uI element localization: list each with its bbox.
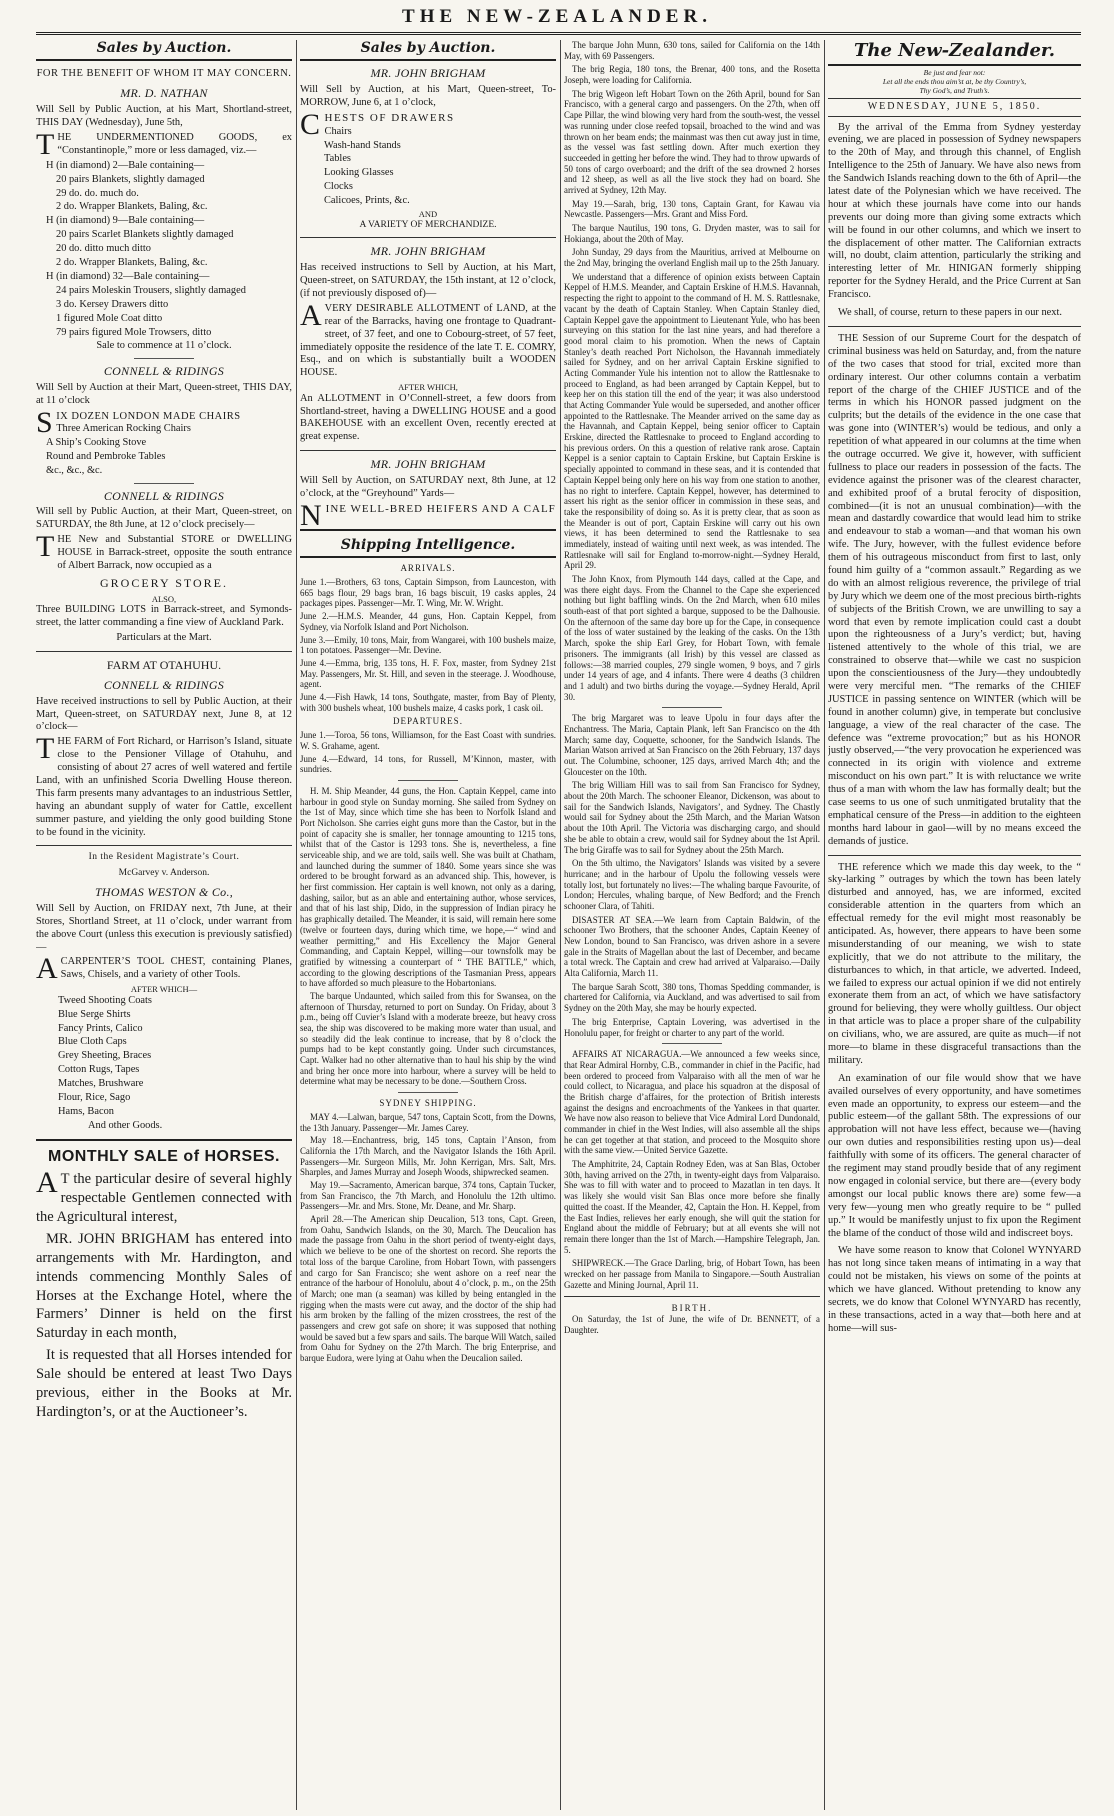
news-para: May 19.—Sacramento, American barque, 374 tons, Captain Tucker, from San Francisco, the 7th March, and Honolulu the 12th ultimo. Passengers—Mr. and Mrs. Stone, Mr. Deane, and Mr. Sharp. [300, 1180, 556, 1212]
editorial-para: THE reference which we made this day week, to the “ sky-larking ” outrages by which the town has been lately disturbed and annoyed, has, we are informed, excited considerable attention in the quarters from which an effectual remedy for the evil might most reasonably be anticipated. As, however, there appears to have been some misunderstanding of our meaning, we wish to state explicitly, that we do not attribute to the military, the disturbances to which, in that article, we adverted. Indeed, we failed to express our actual opinion if we did not entirely exonerate them from an act, of which we have satisfactory ground for believing, they were wholly guiltless. Our object in that article was to place a proper share of the culpability on civilians, who, we are assured, are quite as much—if not more—to blame in these disgraceful transactions than the military. [828, 861, 1081, 1066]
divider [398, 780, 458, 781]
auction-intro: Will Sell by Auction, on SATURDAY next, 8th June, at 12 o’clock, at the “Greyhound” Yards— [300, 475, 556, 500]
auctioneer-name: CONNELL & RIDINGS [103, 364, 225, 379]
auction-intro: Will sell by Public Auction, at their Mart, Queen-street, on SATURDAY, the 8th June, at 12 o’clock precisely— [36, 506, 292, 531]
birth-notice: On Saturday, the 1st of June, the wife of Dr. BENNETT, of a Daughter. [564, 1314, 820, 1335]
auctioneer-name: MR. JOHN BRIGHAM [370, 66, 486, 81]
birth-heading: BIRTH. [671, 1303, 713, 1314]
editorial-title: The New-Zealander. [828, 40, 1081, 66]
arrival-entry: June 1.—Brothers, 63 tons, Captain Simpson, from Launceston, with 665 bags flour, 29 bags bran, 16 bags biscuit, 19 casks apples, 24 packages pipes. Passenger—Mr. T. Wing, Mr. W. Wright. [300, 577, 556, 609]
departure-entry: June 1.—Toroa, 56 tons, Williamson, for the East Coast with sundries. W. S. Grahame, agent. [300, 730, 556, 751]
farm-description: THE FARM of Fort Richard, or Harrison’s Island, situate close to the Pensioner Village of Otahuhu, and consisting of about 27 acres of well watered and fertile Land, with an unfinished Scoria Dwelling House thereon. This farm presents many advantages to an industrious Settler, having an abundant supply of water for Cattle, excellent summer pasture, and yielding the only good building Stone to be found in the vicinity. [36, 732, 292, 838]
sale-time: Sale to commence at 11 o’clock. [96, 340, 232, 352]
list-item: &c., &c., &c. [46, 464, 103, 476]
auctioneer-name: CONNELL & RIDINGS [103, 488, 225, 503]
list-item: Wash-hand Stands [324, 139, 401, 151]
farm-heading: FARM AT OTAHUHU. [106, 657, 222, 672]
list-item: Three American Rocking Chairs [56, 422, 191, 434]
news-para: MAY 4.—Lalwan, barque, 547 tons, Captain Scott, from the Downs, the 13th January. Passenger—Mr. James Carey. [300, 1111, 556, 1133]
variety-label: A VARIETY OF MERCHANDIZE. [359, 219, 497, 230]
editorial-para: We shall, of course, return to these papers in our next. [838, 307, 1062, 319]
news-para: H. M. Ship Meander, 44 guns, the Hon. Captain Keppel, came into harbour in good style on Sunday morning. She sailed from Sydney on the 1st of May, since which time she has been to Norfolk Island and Port Nicholson. She carries eight guns more than the Castor, but in the point of capacity she is smaller, her tonnage amounting to 1215 tons, whilst that of the Castor is 1293 tons. She is, nevertheless, a fine serviceable ship, and we are told, sails well. She was built at Chatham, and launched during the summer of 1840. Some years since she was ordered to be brought forward as an advanced ship. This, however, is her first commission. Her captain is well known, not only as a daring, dashing, sailor, but as an able and entertaining author, whose services, and that of his last ship, Dido, in the suppression of Indian piracy he has graphically detailed. The Meander, it is said, will remain here some (twelve or fourteen days, during which time, we hope,—“ wind and weather permitting,” and His Excellency the Major General Commanding, and Captain Keppel, willing—our townsfolk may be gratified by witnessing a counterpart of “ THE BATTLE,” which, according to the glowing descriptions of the Tasmanian Press, appears to have afforded so much pleasure to the Hobartonians. [300, 785, 556, 989]
column-divider [560, 40, 561, 1810]
section-title: Sales by Auction. [300, 40, 556, 61]
editorial-para: An examination of our file would show that we have availed ourselves of every opportunity, and have sometimes even made an opportunity, to express our esteem—and the public esteem—of the gallant 58th. The expressions of our approbation will not have less effect, because we—(having our own duties and responsibilities resting upon us)—deal faithfully with some of its officers. The general character of the regiment may stand proudly beside that of any regiment now engaged in colonial service, but there are—(every body amongst our local public knows there are) some few—a very few—young men who greatly require to be “ pulled up.” It would be manifestly unjust to fix upon the Regiment the blame of the conduct of those wild and indiscreet boys. [828, 1072, 1081, 1239]
auction-body: THE New and Substantial STORE or DWELLING HOUSE in Barrack-street, opposite the south entrance of Albert Barrack, now occupied as a [36, 530, 292, 571]
also-label: ALSO, [151, 593, 177, 604]
list-item: Cotton Rugs, Tapes [58, 1064, 140, 1076]
news-para: SHIPWRECK.—The Grace Darling, brig, of Hobart Town, has been wrecked on her passage from Manila to Singapore.—South Australian Gazette and Mining Journal, April 11. [564, 1258, 820, 1290]
auction-lead: NINE WELL-BRED HEIFERS AND A CALF [300, 498, 556, 532]
news-para: The brig Wigeon left Hobart Town on the 26th April, bound for San Francisco, with a general cargo and passengers. On the 27th, when off Cape Pillar, the wind blowing very hard from the south-west, the vessel was running under close reefed topsail, broached to the wind and was thrown on her beam ends; the mainmast was then cut away just in time, as the vessel was fast settling down. After much exertion they succeeded in getting her before the wind. They had to throw upwards of 50 tons of cargo overboard; and the drift of the sea drowned 2 horses and 12 sheep, as well as all the live stock they had on board. She arrived at Sydney, 12th May. [564, 88, 820, 195]
auction-intro: Has received instructions to Sell by Auction, at his Mart, Queen-street, on SATURDAY, the 15th instant, at 12 o’clock, (if not previously disposed of)— [300, 262, 556, 299]
list-item: A Ship’s Cooking Stove [46, 436, 147, 448]
column-divider [824, 40, 825, 1810]
court-heading: In the Resident Magistrate’s Court. [88, 852, 240, 863]
list-item: Tables [324, 153, 351, 165]
list-item: Flour, Rice, Sago [58, 1091, 131, 1103]
auction-lead: THE UNDERMENTIONED GOODS, ex “Constantinople,” more or less damaged, viz.— [36, 128, 292, 162]
news-para: On the 5th ultimo, the Navigators’ Islands was visited by a severe hurricane; and in the harbour of Upolu the following vessels were totally lost, but fortunately no lives:—The whaling barque Favourite, of London; Hercules, whaling barque, of New Bedford; and the French schooner Clara, of Tahiti. [564, 858, 820, 911]
list-item: Grey Sheeting, Braces [58, 1050, 152, 1062]
horses-para: MR. JOHN BRIGHAM has entered into arrangements with Mr. Hardington, and intends commencing Monthly Sales of Horses at the Exchange Hotel, where the Farmers’ Dinner is held on the first Saturday in each month, [36, 1231, 292, 1342]
news-para: The brig Regia, 180 tons, the Brenar, 400 tons, and the Rosetta Joseph, were loading for California. [564, 64, 820, 86]
auctioneer-name: MR. D. NATHAN [120, 86, 208, 101]
list-item: 20 do. ditto much ditto [56, 243, 151, 255]
goods-list [36, 995, 292, 1133]
court-case: McGarvey v. Anderson. [118, 868, 210, 879]
list-item: Looking Glasses [324, 167, 394, 179]
divider [828, 326, 1081, 327]
news-para: The Amphitrite, 24, Captain Rodney Eden, was at San Blas, October 30th, having arrived on the 27th, in twenty-eight days from Valparaiso. She was to fill with water and to proceed to Mazatlan in ten days. It was likely she would visit San Blas once more before she finally quitted the coast. If the Meander, 42, Captain the Hon. H. Keppel, from the East Indies, relieves her early enough, she will quit the station for England about the middle of February; but at all events she will not remain there longer than the 1st of March.—Hampshire Telegraph, Jan. 5. [564, 1159, 820, 1255]
auction-body: AVERY DESIRABLE ALLOTMENT of LAND, at the rear of the Barracks, having one frontage to Quadrant-street, of 37 feet, and one to Cobourg-street, of 57 feet, immediately opposite the residence of the late T. E. COMRY, Esq., and on which is substantially built a WOODEN HOUSE. [300, 298, 556, 379]
list-item: 79 pairs figured Mole Trowsers, ditto [56, 326, 212, 338]
list-item: 3 do. Kersey Drawers ditto [56, 298, 169, 310]
goods-list [36, 160, 292, 340]
news-para: May 19.—Sarah, brig, 130 tons, Captain Grant, for Kawau via Newcastle. Passengers—Mrs. Grant and Miss Ford. [564, 198, 820, 220]
divider [134, 358, 194, 359]
list-item: Calicoes, Prints, &c. [324, 195, 410, 207]
news-para: May 18.—Enchantress, brig, 145 tons, Captain l’Anson, from California the 17th March, and the Navigator Islands the 16th April. Passengers—Mr. Surgeon Mills, Mr. John Kerrigan, Mrs. Salt, Mrs. Sharples, and James Murray and Joseph Woods, shipwrecked seamen. [300, 1135, 556, 1178]
list-item: Round and Pembroke Tables [46, 450, 166, 462]
news-para: The brig William Hill was to sail from San Francisco for Sydney, about the 20th March. The schooner Eleanor, Dickenson, was about to sail for the Sandwich Islands, Navigators’, and Sydney. The Chastly would sail for Sydney about the 25th March, and the Marian Watson about the 10th April. The Victoria was discharging cargo, and should she be able to obtain a crew, would sail for Sydney about the 1st April. The brig Giraffe was to sail for Sydney about the 25th March. [564, 780, 820, 855]
list-item: Hams, Bacon [58, 1105, 114, 1117]
auction-intro: Have received instructions to sell by Public Auction, at their Mart, Queen-street, on SATURDAY next, June 8, at 12 o’clock— [36, 695, 292, 733]
notice-heading: FOR THE BENEFIT OF WHOM IT MAY CONCERN. [36, 68, 292, 80]
departure-entry: June 4.—Edward, 14 tons, for Russell, M’Kinnon, master, with sundries. [300, 753, 556, 775]
list-item: 2 do. Wrapper Blankets, Baling, &c. [56, 201, 208, 213]
divider [398, 1092, 458, 1093]
column-1 [36, 40, 292, 1810]
news-para: AFFAIRS AT NICARAGUA.—We announced a few weeks since, that Rear Admiral Hornby, C.B., commander in chief in the Pacific, had been ordered to proceed from Valparaiso with all the men of war he could collect, to Nicaragua, and place his squadron at the disposal of the British charge d’affaires, for the protection of British interests against the designs and encroachments of the Yankees in that quarter. We have now also reason to believe that Vice Admiral Lord Dundonald, commander in chief in the West Indies, will also assemble all the ships he can get together at that station, and proceed to the Mosquito shore with the same view.—United Service Gazette. [564, 1049, 820, 1156]
list-item: 1 figured Mole Coat ditto [56, 312, 163, 324]
divider [300, 237, 556, 238]
horses-para: AT the particular desire of several highly respectable Gentlemen connected with the Agricultural interest, [36, 1166, 292, 1226]
auction-intro: Will Sell by Auction, at his Mart, Queen-street, To-MORROW, June 6, at 1 o’clock, [300, 84, 556, 109]
editorial-para: By the arrival of the Emma from Sydney yesterday evening, we are placed in possession of Sydney newspapers to the 20th of May, and through this channel, of English Intelligence to the 25th of January. We have also news from the Sandwich Islands reaching down to the 6th of April—the latest date of the Polynesian which we have received. The hour at which these journals have come into our hands prevents our doing more than giving some extracts which will be found in our other columns, and which we insert to the displacement of other matter. The Californian extracts will, no doubt, claim attention, particularly the striking and interesting letter of Mr. HINIGAN formerly shipping reporter for the Sydney Herald, and the Price Current at San Francisco. [828, 121, 1081, 301]
news-para: John Sunday, 29 days from the Mauritius, arrived at Melbourne on the 2nd May, bringing the overland English mail up to the 25th January. [564, 247, 820, 269]
departures-heading: DEPARTURES. [393, 716, 463, 727]
news-para: The brig Enterprise, Captain Lovering, was advertised in the Honolulu paper, for freight or charter to any part of the world. [564, 1016, 820, 1038]
horses-notice [36, 1166, 292, 1421]
auctioneer-name: MR. JOHN BRIGHAM [370, 457, 486, 472]
news-para: DISASTER AT SEA.—We learn from Captain Baldwin, of the schooner Two Brothers, that the schooner Andes, Captain Keeney of New London, bound to San Francisco, was driven ashore in a severe gale in the Straits of Magellan about the last of December, and became a total wreck. The Captain and crew had arrived at Valparaiso.—Daily Alta California, March 11. [564, 914, 820, 979]
sydney-shipping-heading: SYDNEY SHIPPING. [379, 1098, 477, 1109]
list-item: Fancy Prints, Calico [58, 1022, 143, 1034]
horses-heading: MONTHLY SALE of HORSES. [48, 1147, 280, 1165]
shipping-news [300, 563, 556, 1363]
list-item: Matches, Brushware [58, 1078, 144, 1090]
list-item: 20 pairs Blankets, slightly damaged [56, 173, 205, 185]
auction-intro: Will Sell by Public Auction, at his Mart, Shortland-street, THIS DAY (Wednesday), June 5th, [36, 104, 292, 129]
auctioneer-name: MR. JOHN BRIGHAM [370, 244, 486, 259]
auction-body: An ALLOTMENT in O’Connell-street, a few doors from Shortland-street, having a DWELLING HOUSE and a good BAKEHOUSE with an excellent Oven, recently erected at great expense. [300, 392, 556, 443]
news-para: The barque John Munn, 630 tons, sailed for California on the 14th May, with 69 Passengers. [564, 40, 820, 61]
after-which-label: AFTER WHICH, [398, 382, 458, 393]
auctioneer-name: THOMAS WESTON & Co., [94, 885, 234, 899]
store-heading: GROCERY STORE. [99, 575, 229, 590]
masthead-rule [36, 32, 1081, 35]
and-label: AND [418, 208, 438, 219]
divider [662, 1043, 722, 1044]
divider [36, 845, 292, 846]
auction-lots: Three BUILDING LOTS in Barrack-street, and Symonds-street, the latter commanding a fine view of Auckland Park. [36, 604, 292, 629]
arrival-entry: June 2.—H.M.S. Meander, 44 guns, Hon. Captain Keppel, from Sydney, via Norfolk Island and Port Nicholson. [300, 611, 556, 632]
list-item: H (in diamond) 2—Bale containing— [46, 159, 205, 171]
particulars: Particulars at the Mart. [116, 632, 212, 644]
list-item: H (in diamond) 9—Bale containing— [46, 215, 205, 227]
divider [828, 855, 1081, 856]
news-para: The barque Sarah Scott, 380 tons, Thomas Spedding commander, is chartered for California, via Auckland, and was advertised to sail from Sydney on the 20th May, she may be hourly expected. [564, 981, 820, 1014]
list-item: 20 pairs Scarlet Blankets slightly damaged [56, 229, 234, 241]
horses-para: It is requested that all Horses intended for Sale should be entered at least Two Days previous, either in the Books at Mr. Hardington’s, or at the Auctioneer’s. [36, 1347, 292, 1420]
divider [300, 529, 556, 531]
arrivals-heading: ARRIVALS. [400, 563, 456, 574]
arrival-entry: June 4.—Fish Hawk, 14 tons, Southgate, master, from Bay of Plenty, with 300 bushels wheat, 100 bushels maize, 4 casks pork, 1 cask oil. [300, 691, 556, 713]
list-item: Chairs [324, 125, 352, 137]
column-3 [564, 40, 820, 1810]
auction-intro: Will Sell by Auction, on FRIDAY next, 7th June, at their Stores, Shortland Street, at 11 o’clock, under warrant from the above Court (unless this execution is previously satisfied)— [36, 902, 292, 953]
news-para: The brig Margaret was to leave Upolu in four days after the Enchantress. The Maria, Captain Plank, left San Francisco on the 4th March; same day, Coquette, schooner, for the Sandwich Islands. The Marian Watson arrived at San Francisco on the 26th February, 137 days out. The Columbine, schooner, 125 days, arrived March 4th; and the Gloucester on the 10th. [564, 713, 820, 777]
list-item: 29 do. do. much do. [56, 187, 139, 199]
news-para: April 28.—The American ship Deucalion, 513 tons, Capt. Green, from Oahu, Sandwich Islands, on the 30, March. The Deucalion has made the passage from Oahu in the short period of twenty-eight days, which we believe to be one of the shortest on record. She reports the total loss of the barque Caroline, from Hobart Town, with passengers and cargo for San Francisco; she went ashore on a reef near the entrance of the harbour of Honolulu, about 4 o’clock, p. m., on the 25th of March; one man (a seaman) was killed by being entangled in the rigging when the masts were cut away, and the doctor of the ship had his arm broken by the falling of the mizen crosstrees, the rest of the passengers and crew got safe on shore; it was supposed that nothing would be saved but a few spars and sails. The barque Will Watch, sailed from Oahu for Sydney on the 27th March. The brig Enterprise, and barque Eudora, were lying at Oahu when the Deucalion sailed. [300, 1214, 556, 1364]
auction-lead: SIX DOZEN LONDON MADE CHAIRS [36, 405, 241, 439]
section-title: Sales by Auction. [36, 40, 292, 61]
list-item: Clocks [324, 181, 353, 193]
divider [564, 1296, 820, 1297]
news-para: The John Knox, from Plymouth 144 days, called at the Cape, and was there eight days. From the Channel to the Cape she experienced nothing but light baffling winds. On the 2nd March, when 610 miles south-east of that port sighted a barque, supposed to be the Dalhousie. On the afternoon of the same day bore up for the Cape, in consequence of the loss of water sustained by the leaking of the casks. On the 13th March, spoke the ship Earl Grey, for Hobart Town, with female prisoners. The immigrants (all Irish) by this vessel are classed as follows:—38 married couples, 279 single women, 9 boys, and 7 girls under 14 years of age, and 4 infants. There were 4 deaths (3 children and 1 adult) and two births during the voyage.—Sydney Herald, April 30. [564, 574, 820, 702]
list-item: H (in diamond) 32—Bale containing— [46, 270, 210, 282]
issue-date: WEDNESDAY, JUNE 5, 1850. [828, 98, 1081, 116]
auction-intro: Will Sell by Auction at their Mart, Queen-street, THIS DAY, at 11 o’clock [36, 382, 292, 407]
shipping-title: Shipping Intelligence. [300, 537, 556, 558]
column-divider [296, 40, 297, 1810]
newspaper-masthead: THE NEW-ZEALANDER. [402, 6, 712, 27]
arrival-entry: June 4.—Emma, brig, 135 tons, H. F. Fox, master, from Sydney 21st May. Passengers, Mr. St. Hill, and seven in the steerage. J. Woodhouse, agent. [300, 657, 556, 690]
list-item: And other Goods. [88, 1119, 163, 1131]
news-para: The barque Nautilus, 190 tons, G. Dryden master, was to sail for Hokianga, about the 20th of May. [564, 223, 820, 244]
editorial-para: THE Session of our Supreme Court for the despatch of criminal business was held on Saturday, and, from the nature of the two cases that stood for trial, excited more than ordinary interest. Our other columns contain a verbatim report of the charge of the CHIEF JUSTICE and of the terms in which his HONOR passed judgment on the culprits; but the details of the evidence in the one case that was gone into (WINTER’s) would be tedious, and only a repetition of what appeared in our columns at the time when the outrage occurred. We give it, however, with sufficient fullness to place our readers in possession of the facts. The evidence against the prisoner was of the clearest character, and exhibited proof of a brutal ferocity of disposition, combined—(it is not an unusual combination)—with the mean and dastardly cowardice that would lead him to strike and endeavour to stab a woman—and that woman his own wife. The Jury, however, with the fullest evidence before them of his outrageous misconduct from first to last, only found him guilty of a “common assault.” Regarding as we do with an almost religious reverence, the privilege of trial by Jury which we deem one of the most precious birth-rights of subjects of the British Crown, we are unwilling to say a word that even by remote implication could cast a doubt upon the righteousness of a Jury’s verdict; but, having listened attentively to the whole of this trial, we are constrained to observe that—while we cast no suspicion upon the conscientiousness of the Jury—they undoubtedly were very merciful men. “The remarks of the CHIEF JUSTICE in passing sentence on WINTER (which will be found in another column) give, in temperate but conclusive language, a view of the real character of the case. The defence was “extreme provocation;” but as his HONOR justly observed,—“the very provocation he experienced was connected in its origin with violence and extreme misconduct on his own part.” It is with reluctance we write thus of a man with whom the law has formally dealt; but the case seems to us one of such unmitigated brutality that the emphatical censure of the Press—in addition to the eighteen months hard labour in gaol—will by no means exceed the demands of justice. [828, 332, 1081, 847]
divider [300, 450, 556, 451]
list-item: Blue Cloth Caps [58, 1036, 127, 1048]
arrival-entry: June 3.—Emily, 10 tons, Mair, from Wangarei, with 100 bushels maize, 1 ton potatoes. Passenger—Mr. Devine. [300, 634, 556, 656]
divider [36, 651, 292, 652]
list-item: Tweed Shooting Coats [58, 994, 152, 1006]
goods-list [36, 423, 292, 478]
divider [36, 1139, 292, 1141]
news-para: We understand that a difference of opinion exists between Captain Keppel of H.M.S. Meander, and Captain Erskine of H.M.S. Havannah, respecting the right to appoint to the command of H. M. S. Rattlesnake, vacant by the death of Captain Stanley. When Captain Stanley died, Captain Keppel gave the appointment to Lieutenant Yule, who has been surveying on this station for the last nine years, and had therefore a good moral claim to his promotion. When the news of Captain Stanley’s death reached Port Nicholson, the Havannah immediately sailed for Sydney, and on her arrival Captain Erskine signified to Acting Commander Yule his intention not to allow the Rattlesnake to proceed to England, as had been arranged by Captain Keppel, but to keep her on this station till the end of the year; it was also understood that Acting Commander Yule would be superseded, and another officer appointed to the Rattlesnake. The Meander arrived on the same day as the Havannah, and Captain Keppel, being senior officer to Captain Erskine, directed the Rattlesnake to proceed to England according to his previous orders. On this a question of relative rank arose. Captain Keppel is a senior captain to Captain Erskine, but Captain Erskine is specially appointed to command in these seas, and it is contended that Captain Keppel being only here on his way from one station to another, has no right to interfere. Captain Keppel, however, has determined to assert his right as the senior officer in commission in these seas, and take the responsibility of doing so. As it is pretty clear, that as soon as the Meander is out of port, Captain Erskine will carry out his own views, it has been determined to send the Rattlesnake to sea immediately, instead of waiting until next week, as was intended. The Rattlesnake will sail for England to-morrow-night.—Sydney Herald, April 29. [564, 271, 820, 571]
goods-list [300, 126, 556, 208]
list-item: Blue Serge Shirts [58, 1008, 131, 1020]
divider [662, 707, 722, 708]
editorial-motto: Be just and fear not: Let all the ends thou aim’st at, be thy Country’s, Thy God’s, and Truth’s. [882, 68, 1027, 95]
column-2 [300, 40, 556, 1810]
list-item: 2 do. Wrapper Blankets, Baling, &c. [56, 257, 208, 269]
list-item: 24 pairs Moleskin Trousers, slightly damaged [56, 284, 246, 296]
after-which-label: AFTER WHICH— [130, 984, 198, 995]
auction-lead: ACARPENTER’S TOOL CHEST, containing Planes, Saws, Chisels, and a variety of other Tools. [36, 952, 292, 986]
news-para: The barque Undaunted, which sailed from this for Swansea, on the afternoon of Thursday, returned to port on Sunday. On Friday, about 3 p.m., being off Cuvier’s Island with a moderate breeze, but heavy cross sea, the ship was discovered to be making more water than usual, and so steadily did the leak continue to increase, that by 8 o’clock the pumps had to be kept constantly going. Under such circumstances, Capt. Walker had no other alternative than to haul his ship by the wind and bring her once more into harbour, where a survey will be held to determine what may be necessary to be done.—Southern Cross. [300, 990, 556, 1087]
editorial-para: We have some reason to know that Colonel WYNYARD has not long since taken means of intimating in a way that could not be mistaken, his views on some of the points at which we have glanced. Without pretending to know any secrets, we do know that Colonel WYNYARD has recently, in these transactions, acted in a way that—both here and at home—will sus- [828, 1245, 1081, 1334]
divider [134, 483, 194, 484]
auction-lead: CHESTS OF DRAWERS [300, 108, 455, 142]
column-4 [828, 40, 1081, 1810]
auctioneer-name: CONNELL & RIDINGS [103, 677, 225, 692]
